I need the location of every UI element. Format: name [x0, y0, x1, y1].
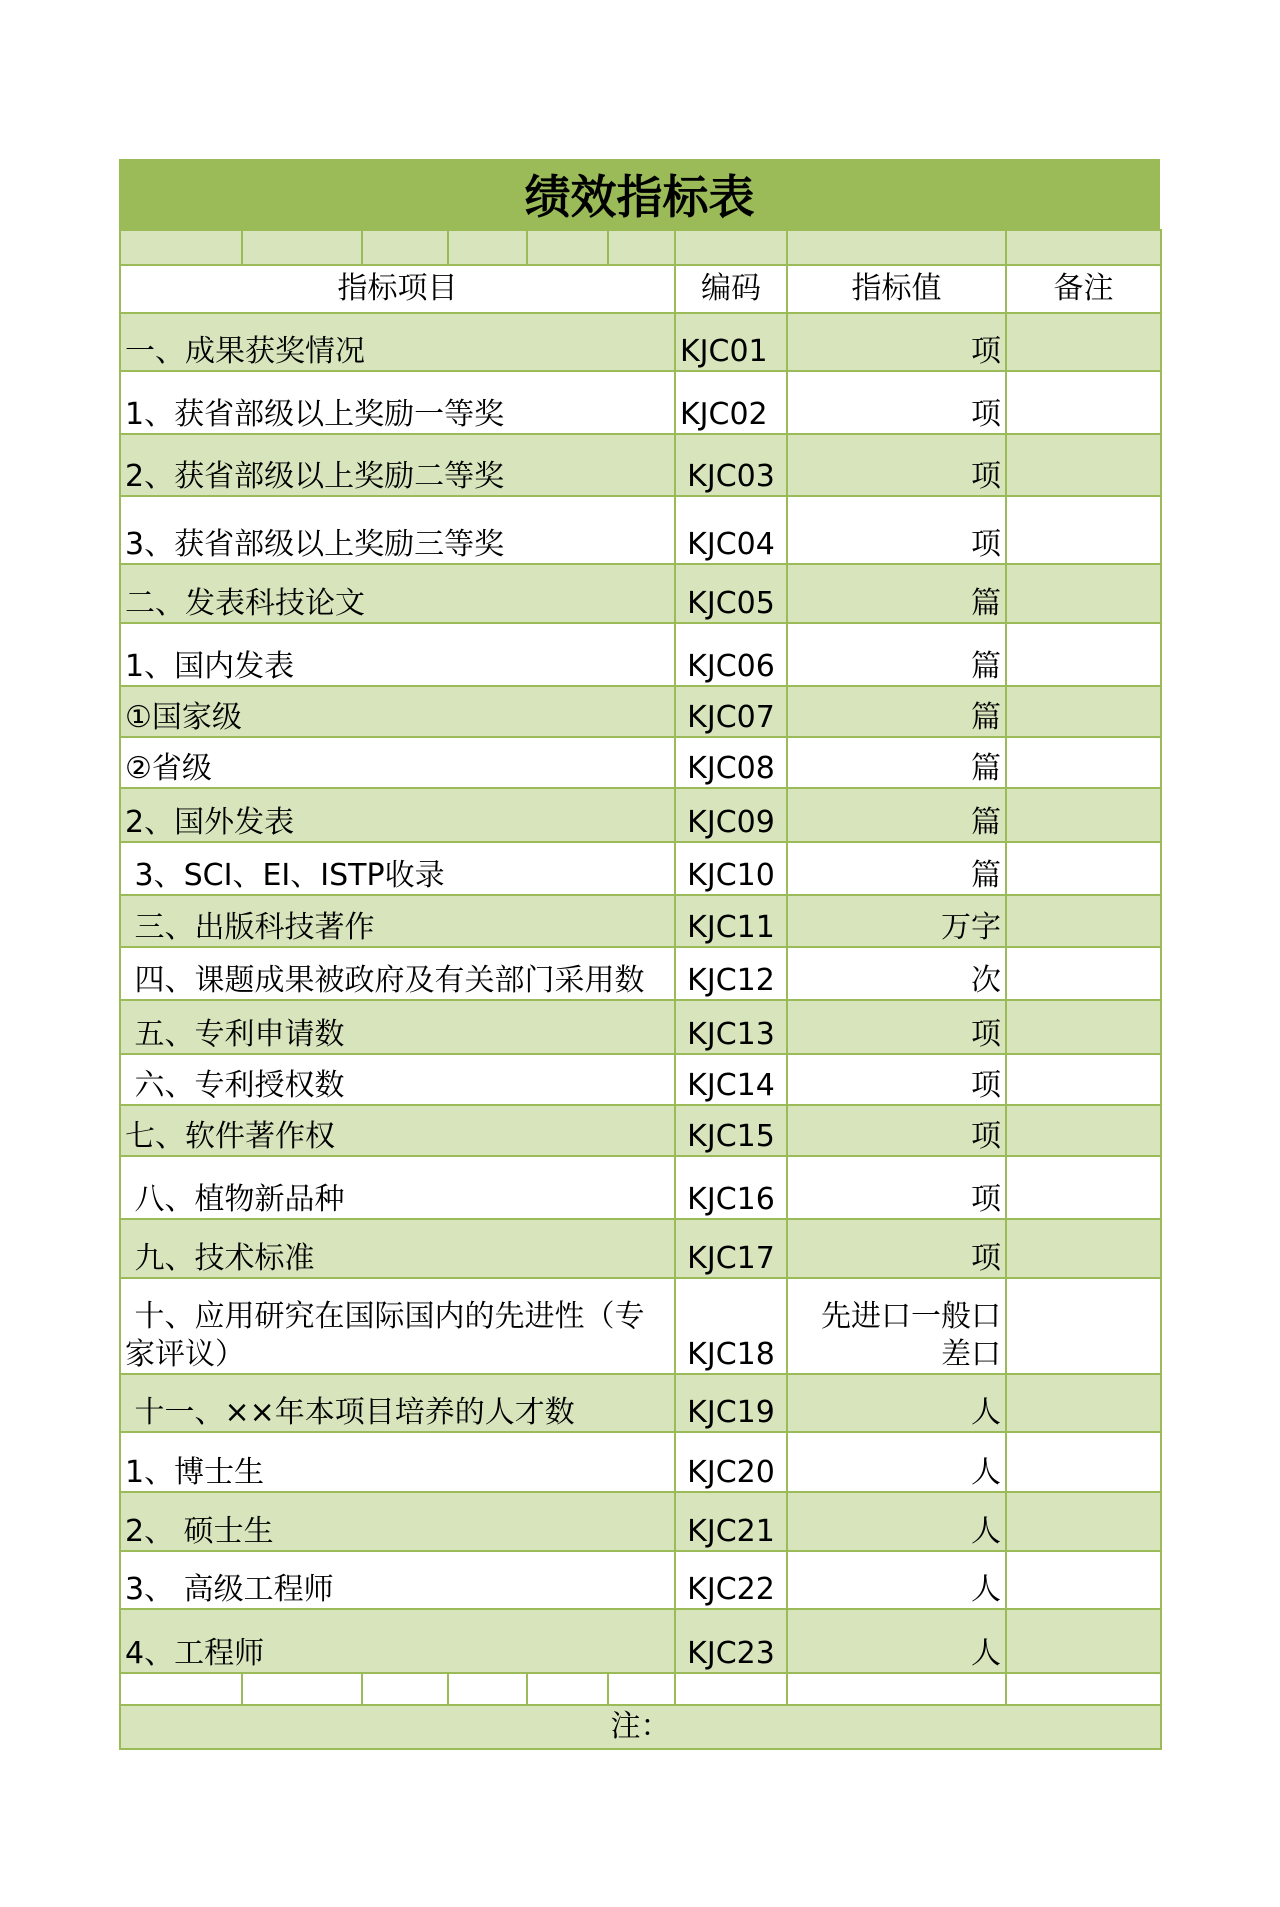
item-cell[interactable]: 2、获省部级以上奖励二等奖: [120, 434, 675, 496]
table-row: [120, 1374, 1161, 1432]
header-row: [120, 265, 1161, 313]
item-cell[interactable]: 4、工程师: [120, 1609, 675, 1673]
code-cell[interactable]: KJC16: [675, 1156, 787, 1219]
item-cell[interactable]: 八、植物新品种: [120, 1156, 675, 1219]
sheet-title: 绩效指标表: [119, 159, 1160, 229]
code-cell[interactable]: KJC07: [675, 686, 787, 737]
value-cell[interactable]: 项: [787, 496, 1006, 564]
table-row: [120, 788, 1161, 842]
value-cell[interactable]: 项: [787, 1219, 1006, 1278]
header-code[interactable]: 编码: [675, 265, 787, 313]
header-remark[interactable]: 备注: [1006, 265, 1161, 313]
spacer-row-bottom: [120, 1673, 1161, 1705]
remark-cell[interactable]: [1006, 947, 1161, 1000]
remark-cell[interactable]: [1006, 371, 1161, 434]
remark-cell[interactable]: [1006, 313, 1161, 371]
remark-cell[interactable]: [1006, 564, 1161, 623]
item-cell[interactable]: ①国家级: [120, 686, 675, 737]
cell[interactable]: [608, 230, 675, 265]
table-row: [120, 1156, 1161, 1219]
table-row: [120, 1000, 1161, 1054]
value-cell[interactable]: 篇: [787, 788, 1006, 842]
table-row: [120, 371, 1161, 434]
remark-cell[interactable]: [1006, 1105, 1161, 1156]
item-cell[interactable]: ②省级: [120, 737, 675, 788]
code-cell[interactable]: KJC20: [675, 1432, 787, 1492]
item-cell[interactable]: 四、课题成果被政府及有关部门采用数: [120, 947, 675, 1000]
value-cell[interactable]: 人: [787, 1609, 1006, 1673]
value-cell[interactable]: 项: [787, 1156, 1006, 1219]
header-item[interactable]: 指标项目: [120, 265, 675, 313]
code-cell[interactable]: KJC21: [675, 1492, 787, 1551]
cell[interactable]: [608, 1673, 675, 1705]
code-cell[interactable]: KJC03: [675, 434, 787, 496]
value-cell[interactable]: 篇: [787, 737, 1006, 788]
table-row: [120, 1551, 1161, 1609]
cell[interactable]: [362, 230, 448, 265]
value-cell[interactable]: 项: [787, 1105, 1006, 1156]
cell[interactable]: [787, 1673, 1006, 1705]
cell[interactable]: [448, 1673, 527, 1705]
remark-cell[interactable]: [1006, 1551, 1161, 1609]
value-cell[interactable]: 项: [787, 371, 1006, 434]
remark-cell[interactable]: [1006, 1278, 1161, 1374]
value-cell[interactable]: 篇: [787, 564, 1006, 623]
value-cell[interactable]: 篇: [787, 623, 1006, 686]
cell[interactable]: [242, 230, 362, 265]
value-cell[interactable]: 篇: [787, 686, 1006, 737]
code-cell[interactable]: KJC02: [675, 371, 787, 434]
table-row: [120, 1432, 1161, 1492]
code-cell[interactable]: KJC13: [675, 1000, 787, 1054]
remark-cell[interactable]: [1006, 1219, 1161, 1278]
item-cell[interactable]: 一、成果获奖情况: [120, 313, 675, 371]
code-cell[interactable]: KJC11: [675, 895, 787, 947]
item-cell[interactable]: 十、应用研究在国际国内的先进性（专家评议）: [120, 1278, 675, 1374]
item-cell[interactable]: 二、发表科技论文: [120, 564, 675, 623]
cell[interactable]: [242, 1673, 362, 1705]
value-cell[interactable]: 人: [787, 1551, 1006, 1609]
value-cell[interactable]: 人: [787, 1432, 1006, 1492]
table-row: [120, 737, 1161, 788]
code-cell[interactable]: KJC10: [675, 842, 787, 895]
remark-cell[interactable]: [1006, 496, 1161, 564]
table-row: [120, 947, 1161, 1000]
cell[interactable]: [120, 230, 242, 265]
cell[interactable]: [448, 230, 527, 265]
cell[interactable]: [1006, 230, 1161, 265]
item-cell[interactable]: 3、 高级工程师: [120, 1551, 675, 1609]
code-cell[interactable]: KJC09: [675, 788, 787, 842]
code-cell[interactable]: KJC05: [675, 564, 787, 623]
table-row: [120, 686, 1161, 737]
code-cell[interactable]: KJC12: [675, 947, 787, 1000]
table-row: [120, 1278, 1161, 1374]
code-cell[interactable]: KJC23: [675, 1609, 787, 1673]
table-row: [120, 842, 1161, 895]
table-row: [120, 564, 1161, 623]
item-cell[interactable]: 三、出版科技著作: [120, 895, 675, 947]
table-row: [120, 895, 1161, 947]
remark-cell[interactable]: [1006, 737, 1161, 788]
item-cell[interactable]: 1、获省部级以上奖励一等奖: [120, 371, 675, 434]
remark-cell[interactable]: [1006, 1374, 1161, 1432]
remark-cell[interactable]: [1006, 895, 1161, 947]
table-row: [120, 313, 1161, 371]
table-row: [120, 1054, 1161, 1105]
value-cell[interactable]: 次: [787, 947, 1006, 1000]
value-cell[interactable]: 项: [787, 313, 1006, 371]
item-cell[interactable]: 1、国内发表: [120, 623, 675, 686]
item-cell[interactable]: 六、专利授权数: [120, 1054, 675, 1105]
cell[interactable]: [787, 230, 1006, 265]
remark-cell[interactable]: [1006, 842, 1161, 895]
spacer-row-top: [120, 230, 1161, 265]
remark-cell[interactable]: [1006, 1609, 1161, 1673]
remark-cell[interactable]: [1006, 1492, 1161, 1551]
cell[interactable]: [1006, 1673, 1161, 1705]
code-cell[interactable]: KJC01: [675, 313, 787, 371]
cell[interactable]: [675, 230, 787, 265]
cell[interactable]: [527, 1673, 608, 1705]
table-row: [120, 1609, 1161, 1673]
item-cell[interactable]: 十一、××年本项目培养的人才数: [120, 1374, 675, 1432]
cell[interactable]: [362, 1673, 448, 1705]
table-row: [120, 623, 1161, 686]
item-cell[interactable]: 九、技术标准: [120, 1219, 675, 1278]
code-cell[interactable]: KJC14: [675, 1054, 787, 1105]
remark-cell[interactable]: [1006, 434, 1161, 496]
value-cell[interactable]: 项: [787, 1054, 1006, 1105]
item-cell[interactable]: 3、SCI、EI、ISTP收录: [120, 842, 675, 895]
cell[interactable]: [120, 1673, 242, 1705]
cell[interactable]: [527, 230, 608, 265]
indicator-table: [119, 229, 1162, 1750]
item-cell[interactable]: 3、获省部级以上奖励三等奖: [120, 496, 675, 564]
code-cell[interactable]: KJC18: [675, 1278, 787, 1374]
item-cell[interactable]: 2、国外发表: [120, 788, 675, 842]
remark-cell[interactable]: [1006, 1156, 1161, 1219]
value-cell[interactable]: 项: [787, 434, 1006, 496]
value-cell[interactable]: 人: [787, 1492, 1006, 1551]
item-cell[interactable]: 七、软件著作权: [120, 1105, 675, 1156]
remark-cell[interactable]: [1006, 623, 1161, 686]
item-cell[interactable]: 1、博士生: [120, 1432, 675, 1492]
code-cell[interactable]: KJC08: [675, 737, 787, 788]
table-row: [120, 1219, 1161, 1278]
table-row: [120, 1105, 1161, 1156]
note-row: [120, 1705, 1161, 1749]
code-cell[interactable]: KJC04: [675, 496, 787, 564]
code-cell[interactable]: KJC06: [675, 623, 787, 686]
value-cell[interactable]: 项: [787, 1000, 1006, 1054]
cell[interactable]: [675, 1673, 787, 1705]
value-cell[interactable]: 人: [787, 1374, 1006, 1432]
header-value[interactable]: 指标值: [787, 265, 1006, 313]
code-cell[interactable]: KJC19: [675, 1374, 787, 1432]
remark-cell[interactable]: [1006, 1000, 1161, 1054]
remark-cell[interactable]: [1006, 788, 1161, 842]
remark-cell[interactable]: [1006, 1054, 1161, 1105]
code-cell[interactable]: KJC15: [675, 1105, 787, 1156]
value-cell[interactable]: 先进口一般口差口: [787, 1278, 1006, 1374]
table-row: [120, 1492, 1161, 1551]
remark-cell[interactable]: [1006, 1432, 1161, 1492]
performance-sheet: [119, 159, 1160, 1750]
item-cell[interactable]: 2、 硕士生: [120, 1492, 675, 1551]
value-cell[interactable]: 篇: [787, 842, 1006, 895]
table-row: [120, 496, 1161, 564]
value-cell[interactable]: 万字: [787, 895, 1006, 947]
item-cell[interactable]: 五、专利申请数: [120, 1000, 675, 1054]
code-cell[interactable]: KJC17: [675, 1219, 787, 1278]
note-cell[interactable]: 注：: [120, 1705, 1161, 1749]
remark-cell[interactable]: [1006, 686, 1161, 737]
code-cell[interactable]: KJC22: [675, 1551, 787, 1609]
table-row: [120, 434, 1161, 496]
